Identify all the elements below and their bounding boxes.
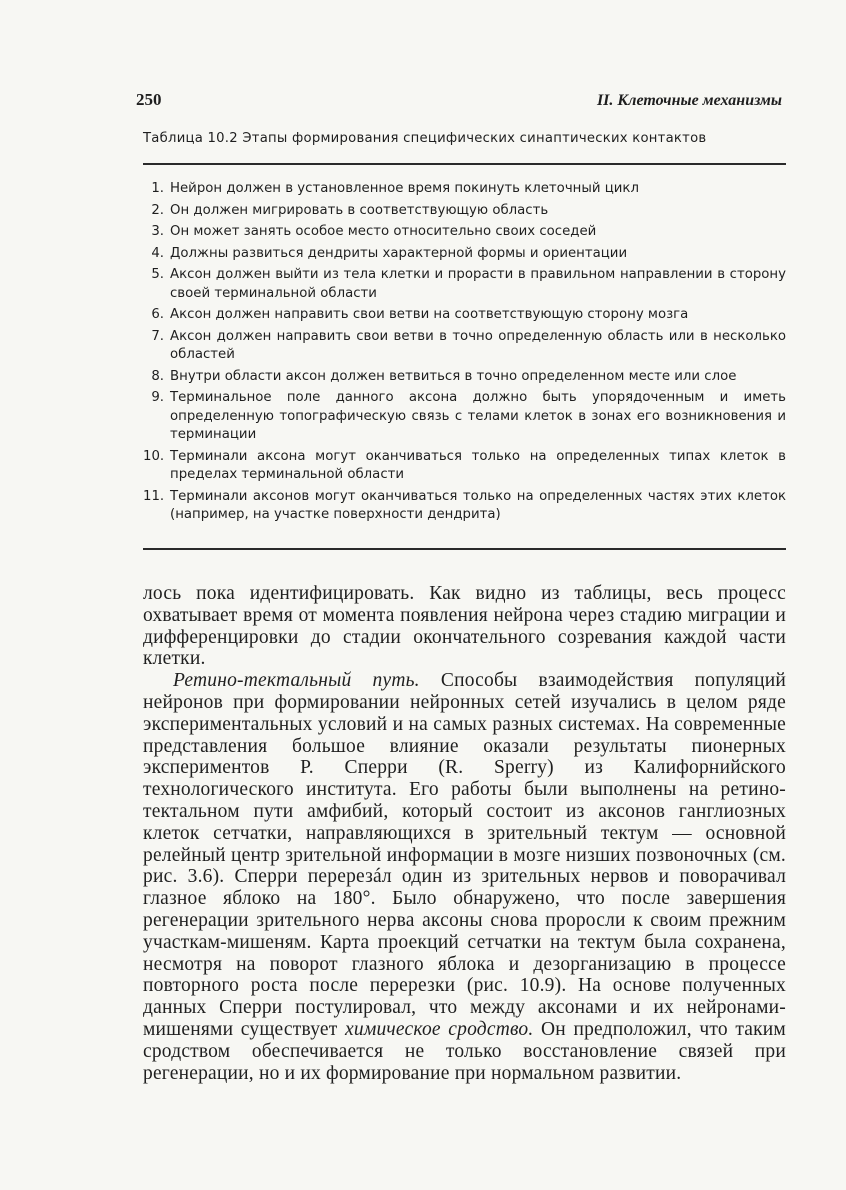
paragraph (143, 670, 786, 1084)
item-text: Аксон должен выйти из тела клетки и прорасти в правильном направлении в сторону своей терминальной области (170, 267, 786, 301)
item-number: 5. (151, 267, 164, 282)
list-item (143, 488, 786, 525)
item-number: 1. (151, 181, 164, 196)
table-caption: Таблица 10.2 Этапы формирования специфических синаптических контактов (143, 131, 707, 146)
page-number: 250 (136, 90, 162, 109)
table-list (143, 180, 786, 528)
list-item (143, 368, 786, 387)
list-item (143, 266, 786, 303)
item-number: 3. (151, 224, 164, 239)
item-number: 10. (143, 448, 165, 464)
item-text: Аксон должен направить свои ветви в точно определенную область или в несколько областей (170, 328, 786, 362)
item-number: 4. (151, 245, 164, 261)
item-number: 2. (151, 202, 164, 218)
list-item (143, 180, 786, 199)
table-top-rule (143, 163, 786, 165)
table-bottom-rule (143, 548, 786, 550)
item-text: Он должен мигрировать в соответствующую область (170, 202, 549, 218)
item-text: Должны развиться дендриты характерной формы и ориентации (170, 245, 628, 261)
paragraph-text: Он предположил, что таким сродством обеспечивается не только восстановление связей при регенерации, но и их формирование при нормальном развитии. (143, 1018, 786, 1084)
item-text: Терминальное поле данного аксона должно быть упорядоченным и иметь определенную топографическую связь с телами клеток в зонах его возникновения и терминации (170, 390, 786, 442)
item-text: Терминали аксона могут оканчиваться только на определенных типах клеток в пределах терминальной области (170, 448, 786, 482)
list-item (143, 448, 786, 485)
item-text: Аксон должен направить свои ветви на соответствующую сторону мозга (170, 307, 689, 322)
body-text (143, 583, 786, 1084)
item-text: Терминали аксонов могут оканчиваться только на определенных частях этих клеток (например, на участке поверхности дендрита) (170, 488, 786, 522)
paragraph-text: Способы взаимодействия популяций нейронов при формировании нейронных сетей изучались в целом ряде экспериментальных условий и на самых разных системах. На современные представления большое влияние оказали результаты пионерных экспериментов Р. Сперри (R. Sperry) из Калифорнийского технологического института. Его работы были выполнены на ретино-тектальном пути амфибий, который состоит из аксонов ганглиозных клеток сетчатки, направляющихся в зрительный тектум — основной релейный центр зрительной информации в мозге низших позвоночных (см. рис. 3.6). Сперри перерезáл один из зрительных нервов и поворачивал глазное яблоко на 180°. Было обнаружено, что после завершения регенерации зрительного нерва аксоны снова проросли к своим прежним участкам-мишеням. Карта проекций сетчатки на тектум была сохранена, несмотря на поворот глазного яблока и дезорганизацию в процессе повторного роста после перерезки (рис. 10.9). На основе полученных данных Сперри постулировал, что между аксонами и их нейронами-мишенями существует (143, 670, 786, 1040)
list-item (143, 389, 786, 445)
section-lead: Ретино-тектальный путь. (173, 670, 420, 692)
item-text: Нейрон должен в установленное время покинуть клеточный цикл (170, 181, 639, 196)
item-number: 7. (151, 328, 164, 344)
list-item (143, 328, 786, 365)
running-header: II. Клеточные механизмы (596, 92, 782, 109)
list-item (143, 202, 786, 221)
list-item (143, 306, 786, 325)
item-number: 6. (151, 307, 164, 322)
emphasized-term: химическое сродство. (345, 1018, 534, 1040)
paragraph: лось пока идентифицировать. Как видно из таблицы, весь процесс охватывает время от момента появления нейрона через стадию миграции и дифференцировки до стадии окончательного созревания каждой части клетки. (143, 583, 786, 670)
list-item (143, 245, 786, 264)
item-number: 8. (151, 368, 164, 384)
item-number: 9. (151, 390, 164, 405)
item-text: Он может занять особое место относительно своих соседей (170, 224, 597, 239)
list-item (143, 223, 786, 242)
item-number: 11. (143, 488, 165, 504)
item-text: Внутри области аксон должен ветвиться в точно определенном месте или слое (170, 368, 737, 384)
